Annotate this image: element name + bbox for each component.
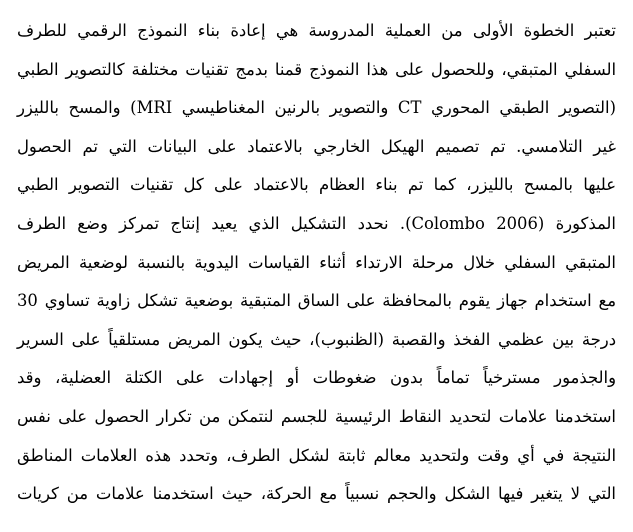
text-line-13: التي لا يتغير فيها الشكل والحجم نسبياً مع الحركة، حيث استخدمنا علامات من كريات bbox=[17, 484, 616, 504]
text-line-9: درجة بين عظمي الفخذ والقصبة (الظنبوب)، حيث يكون المريض مستلقياً على السرير bbox=[17, 329, 616, 349]
text-line-3: (التصوير الطبقي المحوري CT والتصوير بالرنين المغناطيسي MRI) والمسح بالليزر bbox=[17, 98, 616, 118]
text-line-2: السفلي المتبقي، وللحصول على هذا النموذج قمنا بدمج تقنيات مختلفة كالتصوير الطبي bbox=[17, 59, 616, 79]
text-line-4: غير التلامسي. تم تصميم الهيكل الخارجي بالاعتماد على البيانات التي تم الحصول bbox=[17, 136, 616, 156]
body-paragraph bbox=[17, 12, 616, 514]
text-line-1: تعتبر الخطوة الأولى من العملية المدروسة هي إعادة بناء النموذج الرقمي للطرف bbox=[17, 21, 616, 40]
text-line-11: استخدمنا علامات لتحديد النقاط الرئيسية للجسم لنتمكن من تكرار الحصول على نفس bbox=[17, 406, 616, 426]
text-line-7: المتبقي السفلي خلال مرحلة الارتداء أثناء القياسات اليدوية بالنسبة لوضعية المريض bbox=[17, 252, 616, 272]
text-line-5: عليها بالمسح بالليزر، كما تم بناء العظام بالاعتماد على كل تقنيات التصوير الطبي bbox=[17, 175, 616, 195]
text-line-12: النتيجة في أي وقت ولتحديد معالم ثابتة لشكل الطرف، وتحدد هذه العلامات المناطق bbox=[17, 445, 616, 465]
text-line-10: والجذمور مسترخياً تماماً بدون ضغوطات أو إجهادات على الكتلة العضلية، وقد bbox=[17, 368, 616, 388]
text-line-6: المذكورة (Colombo 2006). نحدد التشكيل الذي يعيد إنتاج تمركز وضع الطرف bbox=[17, 213, 616, 233]
text-line-8: مع استخدام جهاز يقوم بالمحافظة على الساق المتبقية بوضعية تشكل زاوية تساوي 30 bbox=[17, 291, 616, 311]
